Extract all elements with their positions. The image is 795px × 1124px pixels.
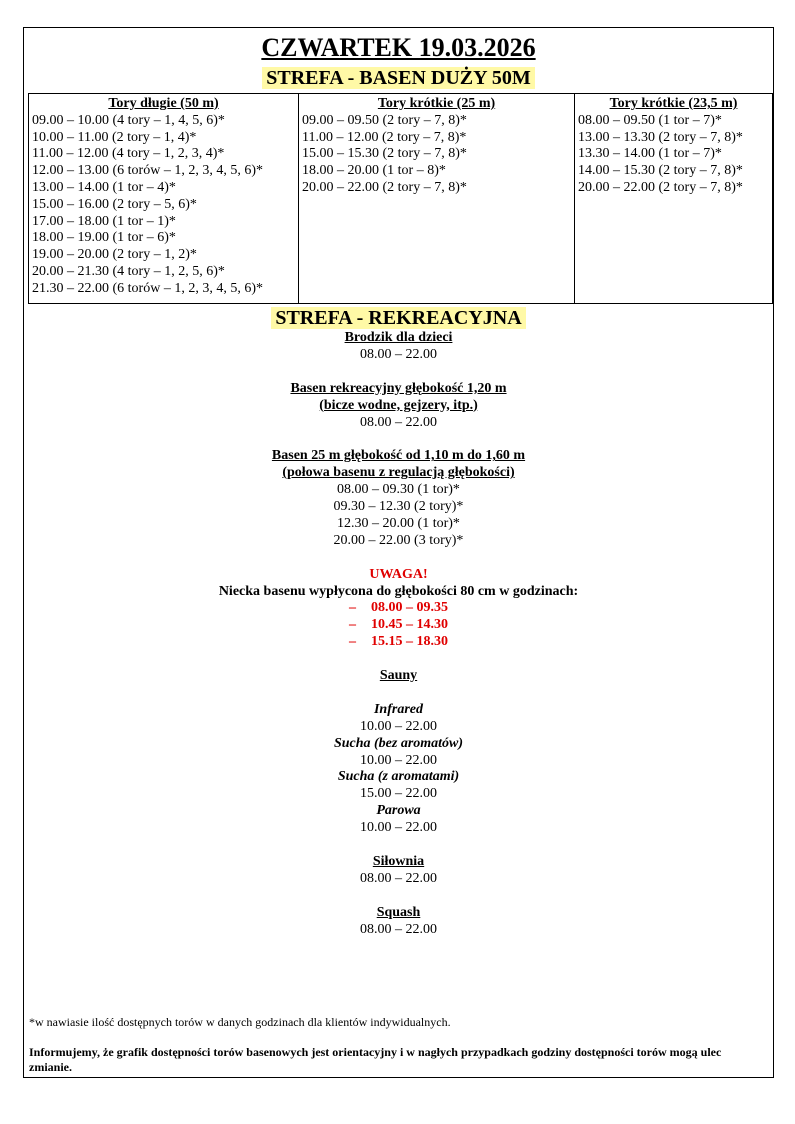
sauna-hours: 10.00 – 22.00 [360,820,437,836]
lane-row: 17.00 – 18.00 (1 tor – 1)* [32,213,176,229]
sauna-hours: 10.00 – 22.00 [360,718,437,734]
lane-row: 15.00 – 15.30 (2 tory – 7, 8)* [302,146,467,162]
sauna-name: Sucha (bez aromatów) [333,735,464,751]
lane-row: 15.00 – 16.00 (2 tory – 5, 6)* [32,196,197,212]
sauna-hours: 10.00 – 22.00 [360,752,437,768]
lane-row: 18.00 – 20.00 (1 tor – 8)* [302,163,446,179]
lanes-short25-cell [299,94,575,304]
lanes-long-header: Tory długie (50 m) [108,96,219,111]
pool25-subtitle: (połowa basenu z regulacją głębokości) [282,465,515,481]
lane-row: 18.00 – 19.00 (1 tor – 6)* [32,230,176,246]
saunas-title: Sauny [379,668,418,684]
lane-row: 13.00 – 13.30 (2 tory – 7, 8)* [578,129,743,145]
lane-row: 08.00 – 09.50 (1 tor – 7)* [578,112,722,128]
squash-title: Squash [376,904,421,920]
warning-row: – 10.45 – 14.30 [349,617,448,633]
lane-row: 12.00 – 13.00 (6 torów – 1, 2, 3, 4, 5, 6)* [32,163,263,179]
lane-row: 21.30 – 22.00 (6 torów – 1, 2, 3, 4, 5, 6)* [32,280,263,296]
gym-title: Siłownia [372,854,425,869]
warning-row: – 08.00 – 09.35 [349,600,448,616]
warning-title: UWAGA! [369,566,428,582]
kids-pool-hours: 08.00 – 22.00 [360,346,437,362]
lanes-short235-header: Tory krótkie (23,5 m) [609,96,738,111]
warning-text: Niecka basenu wypłycona do głębokości 80 cm w godzinach: [218,583,579,599]
recreation-section [24,330,773,939]
lanes-short25-header: Tory krótkie (25 m) [377,96,496,111]
zone-rec-heading: STREFA - REKREACYJNA [24,306,773,330]
lanes-table [28,93,773,304]
lane-row: 13.30 – 14.00 (1 tor – 7)* [578,146,722,162]
lane-row: 20.00 – 21.30 (4 tory – 1, 2, 5, 6)* [32,263,225,279]
rec-pool-hours: 08.00 – 22.00 [360,414,437,430]
page-title: CZWARTEK 19.03.2026 [261,33,536,62]
sauna-name: Parowa [376,803,421,819]
lane-row: 11.00 – 12.00 (2 tory – 7, 8)* [302,129,467,145]
warning-row: – 15.15 – 18.30 [349,634,448,650]
lane-row: 19.00 – 20.00 (2 tory – 1, 2)* [32,247,197,263]
kids-pool-title: Brodzik dla dzieci [344,330,453,345]
schedule-frame [23,27,774,1078]
pool25-row: 08.00 – 09.30 (1 tor)* [337,482,460,498]
rec-pool-subtitle: (bicze wodne, gejzery, itp.) [319,397,478,413]
gym-hours: 08.00 – 22.00 [360,870,437,886]
squash-hours: 08.00 – 22.00 [360,921,437,937]
footnote: *w nawiasie ilość dostępnych torów w danych godzinach dla klientów indywidualnych. [29,1015,451,1029]
lane-row: 20.00 – 22.00 (2 tory – 7, 8)* [302,179,467,195]
zone-pool-heading: STREFA - BASEN DUŻY 50M [24,66,773,90]
pool25-row: 09.30 – 12.30 (2 tory)* [333,499,464,515]
lane-row: 10.00 – 11.00 (2 tory – 1, 4)* [32,129,197,145]
lane-row: 09.00 – 10.00 (4 tory – 1, 4, 5, 6)* [32,112,225,128]
lane-row: 13.00 – 14.00 (1 tor – 4)* [32,179,176,195]
pool25-row: 12.30 – 20.00 (1 tor)* [337,515,460,531]
lanes-long-cell [29,94,299,304]
lane-row: 11.00 – 12.00 (4 tory – 1, 2, 3, 4)* [32,146,225,162]
sauna-hours: 15.00 – 22.00 [360,786,437,802]
lane-row: 14.00 – 15.30 (2 tory – 7, 8)* [578,163,743,179]
pool25-title: Basen 25 m głębokość od 1,10 m do 1,60 m [271,448,526,464]
rec-pool-title: Basen rekreacyjny głębokość 1,20 m [290,380,507,396]
notice: Informujemy, że grafik dostępności torów basenowych jest orientacyjny i w nagłych przypadkach godziny dostępności torów mogą ulec zmianie. [29,1045,722,1074]
lane-row: 20.00 – 22.00 (2 tory – 7, 8)* [578,179,743,195]
lane-row: 09.00 – 09.50 (2 tory – 7, 8)* [302,112,467,128]
sauna-name: Sucha (z aromatami) [337,769,460,785]
lanes-short235-cell [575,94,773,304]
sauna-name: Infrared [373,701,423,717]
pool25-row: 20.00 – 22.00 (3 tory)* [333,532,464,548]
